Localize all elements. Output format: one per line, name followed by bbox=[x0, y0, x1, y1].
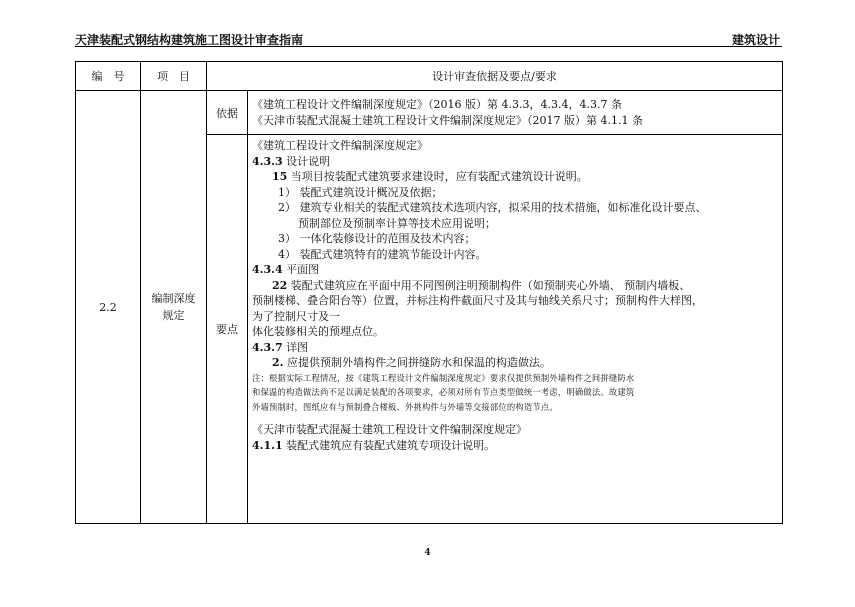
note-line: 和保温的构造做法尚不足以满足装配的各项要求，必须对所有节点类型做统一考虑，明确做法。故建筑 bbox=[252, 387, 635, 397]
section-heading: 4.3.4 平面图 bbox=[252, 263, 320, 276]
basis-content bbox=[248, 91, 783, 135]
spacer bbox=[252, 414, 778, 422]
row-item-line: 规定 bbox=[162, 309, 185, 322]
clause-continued: 预制楼梯、叠合阳台等）位置，并标注构件截面尺寸及其与轴线关系尺寸；预制构件大样图， bbox=[252, 294, 703, 307]
clause-item: 1） 装配式建筑设计概况及依据； bbox=[278, 185, 443, 199]
page-number: 4 bbox=[424, 548, 431, 558]
points-content bbox=[248, 135, 783, 524]
row-number: 2.2 bbox=[76, 91, 141, 524]
points-label: 要点 bbox=[207, 135, 248, 524]
doc-title: 《建筑工程设计文件编制深度规定》 bbox=[252, 139, 428, 152]
header-basis: 设计审查依据及要点/要求 bbox=[207, 62, 783, 91]
row-item bbox=[141, 91, 207, 524]
section-heading: 4.3.3 设计说明 bbox=[252, 154, 331, 168]
table-header-row bbox=[76, 62, 783, 91]
table-row bbox=[76, 91, 783, 135]
header-number: 编 号 bbox=[76, 62, 141, 91]
page-header bbox=[75, 26, 782, 47]
clause: 22 装配式建筑应在平面中用不同图例注明预制构件（如预制夹心外墙、 预制内墙板、 bbox=[272, 278, 691, 292]
row-item-line: 编制深度 bbox=[151, 292, 196, 305]
clause-continued: 体化装修相关的预埋点位。 bbox=[252, 325, 384, 338]
doc-title: 《天津市装配式混凝土建筑工程设计文件编制深度规定》 bbox=[252, 423, 527, 436]
section-heading: 4.3.7 详图 bbox=[252, 340, 309, 354]
section-title: 建筑设计 bbox=[731, 33, 780, 47]
section-heading: 4.1.1 装配式建筑应有装配式建筑专项设计说明。 bbox=[252, 438, 496, 452]
basis-line: 《建筑工程设计文件编制深度规定》（2016 版）第 4.3.3，4.3.4，4.3.7 条 bbox=[252, 98, 622, 111]
clause: 2. 应提供预制外墙构件之间拼缝防水和保温的构造做法。 bbox=[272, 356, 551, 369]
clause-item: 3） 一体化装修设计的范围及技术内容； bbox=[278, 232, 476, 245]
header-item: 项 目 bbox=[141, 62, 207, 91]
note-line: 外墙预制时，图纸应有与预制叠合楼板、外挑构件与外墙等交接部位的构造节点。 bbox=[252, 401, 558, 412]
clause-item: 2） 建筑专业相关的装配式建筑技术选项内容，拟采用的技术措施，如标准化设计要点、 bbox=[278, 201, 707, 214]
clause-continued: 为了控制尺寸及一 bbox=[252, 309, 340, 323]
clause-item: 4） 装配式建筑特有的建筑节能设计内容。 bbox=[278, 247, 487, 261]
basis-label: 依据 bbox=[207, 91, 248, 135]
note-line: 注：根据实际工程情况，按《建筑工程设计文件编制深度规定》要求仅提供预制外墙构件之间拼缝防水 bbox=[252, 372, 635, 383]
clause: 15 当项目按装配式建筑要求建设时，应有装配式建筑设计说明。 bbox=[272, 170, 588, 183]
document-title: 天津装配式钢结构建筑施工图设计审查指南 bbox=[75, 33, 304, 47]
basis-line: 《天津市装配式混凝土建筑工程设计文件编制深度规定》（2017 版）第 4.1.1 条 bbox=[252, 113, 643, 127]
clause-item-continued: 预制部位及预制率计算等技术应用说明； bbox=[298, 216, 496, 230]
review-table bbox=[75, 61, 783, 524]
